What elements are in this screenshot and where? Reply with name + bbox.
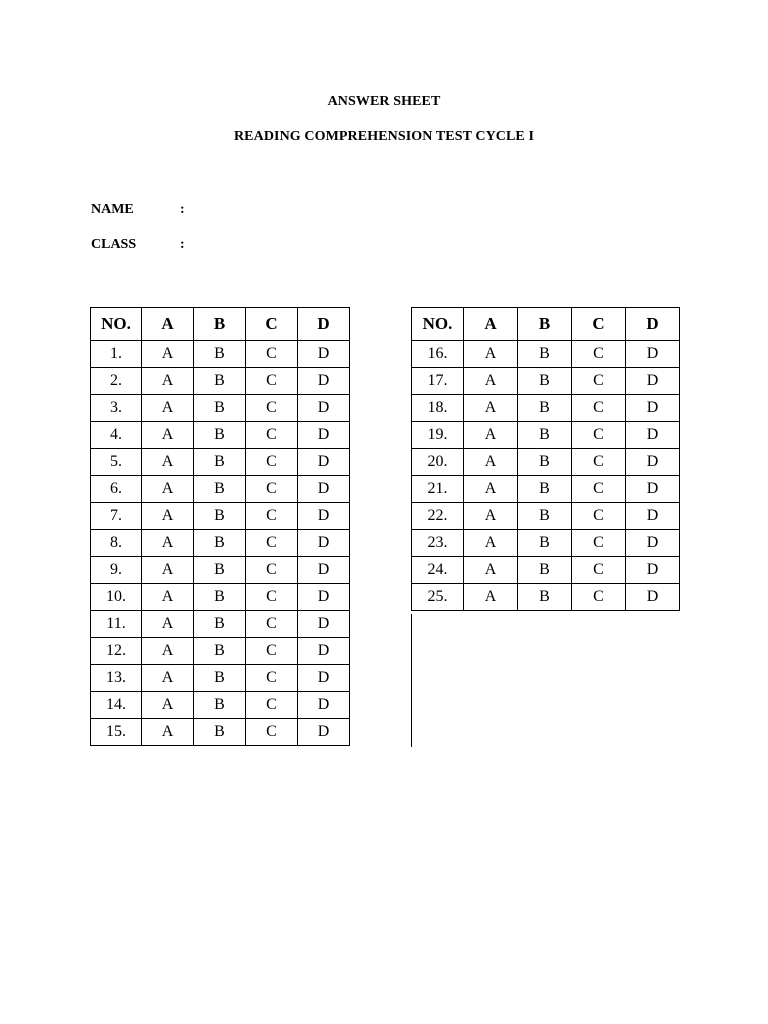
option-d[interactable]: D [298, 692, 350, 719]
option-b[interactable]: B [518, 422, 572, 449]
option-b[interactable]: B [194, 584, 246, 611]
option-a[interactable]: A [142, 476, 194, 503]
sheet-subtitle: READING COMPREHENSION TEST CYCLE I [233, 129, 535, 144]
option-c[interactable]: C [246, 449, 298, 476]
header-d: D [298, 308, 350, 341]
option-b[interactable]: B [194, 557, 246, 584]
option-c[interactable]: C [246, 341, 298, 368]
option-a[interactable]: A [464, 584, 518, 611]
question-number: 11. [91, 611, 142, 638]
option-d[interactable]: D [298, 368, 350, 395]
option-b[interactable]: B [194, 665, 246, 692]
question-number: 8. [91, 530, 142, 557]
table-divider-line [411, 614, 412, 747]
option-a[interactable]: A [142, 692, 194, 719]
table-row [412, 449, 680, 476]
question-number: 6. [91, 476, 142, 503]
option-a[interactable]: A [464, 530, 518, 557]
option-d[interactable]: D [298, 584, 350, 611]
table-row [91, 638, 350, 665]
question-number: 1. [91, 341, 142, 368]
option-b[interactable]: B [518, 530, 572, 557]
option-a[interactable]: A [464, 341, 518, 368]
option-c[interactable]: C [572, 449, 626, 476]
table-row [91, 422, 350, 449]
table-row [91, 530, 350, 557]
option-d[interactable]: D [298, 719, 350, 746]
question-number: 5. [91, 449, 142, 476]
option-c[interactable]: C [572, 422, 626, 449]
option-a[interactable]: A [464, 503, 518, 530]
table-row [91, 503, 350, 530]
option-a[interactable]: A [142, 638, 194, 665]
option-d[interactable]: D [298, 395, 350, 422]
option-b[interactable]: B [194, 530, 246, 557]
question-number: 23. [412, 530, 464, 557]
option-d[interactable]: D [298, 476, 350, 503]
option-b[interactable]: B [518, 341, 572, 368]
option-a[interactable]: A [464, 557, 518, 584]
option-b[interactable]: B [194, 422, 246, 449]
option-c[interactable]: C [246, 638, 298, 665]
question-number: 20. [412, 449, 464, 476]
table-row [91, 692, 350, 719]
option-c[interactable]: C [246, 665, 298, 692]
option-d[interactable]: D [298, 449, 350, 476]
header-c: C [572, 308, 626, 341]
option-a[interactable]: A [142, 611, 194, 638]
option-c[interactable]: C [572, 557, 626, 584]
option-d[interactable]: D [298, 503, 350, 530]
option-a[interactable]: A [464, 449, 518, 476]
question-number: 4. [91, 422, 142, 449]
table-row [91, 476, 350, 503]
option-b[interactable]: B [194, 368, 246, 395]
option-a[interactable]: A [464, 476, 518, 503]
question-number: 2. [91, 368, 142, 395]
option-a[interactable]: A [464, 395, 518, 422]
option-a[interactable]: A [464, 368, 518, 395]
option-d[interactable]: D [298, 665, 350, 692]
sheet-title: ANSWER SHEET [327, 94, 441, 109]
option-a[interactable]: A [142, 449, 194, 476]
table-row [412, 557, 680, 584]
question-number: 21. [412, 476, 464, 503]
question-number: 17. [412, 368, 464, 395]
header-c: C [246, 308, 298, 341]
name-label: NAME [91, 202, 134, 217]
option-b[interactable]: B [518, 449, 572, 476]
option-b[interactable]: B [518, 503, 572, 530]
option-d[interactable]: D [298, 557, 350, 584]
option-a[interactable]: A [142, 665, 194, 692]
option-b[interactable]: B [518, 584, 572, 611]
option-b[interactable]: B [518, 476, 572, 503]
question-number: 16. [412, 341, 464, 368]
question-number: 13. [91, 665, 142, 692]
table-row [91, 665, 350, 692]
option-c[interactable]: C [246, 530, 298, 557]
option-d[interactable]: D [626, 422, 680, 449]
table-row [91, 719, 350, 746]
question-number: 3. [91, 395, 142, 422]
option-a[interactable]: A [142, 503, 194, 530]
header-a: A [142, 308, 194, 341]
question-number: 22. [412, 503, 464, 530]
option-b[interactable]: B [194, 341, 246, 368]
table-row [412, 503, 680, 530]
option-d[interactable]: D [298, 611, 350, 638]
option-d[interactable]: D [626, 530, 680, 557]
option-c[interactable]: C [572, 341, 626, 368]
answer-table-right [411, 307, 680, 611]
table-header-row [91, 308, 350, 341]
option-d[interactable]: D [298, 638, 350, 665]
option-a[interactable]: A [142, 530, 194, 557]
table-header-row [412, 308, 680, 341]
option-d[interactable]: D [626, 449, 680, 476]
table-row [412, 530, 680, 557]
header-b: B [518, 308, 572, 341]
option-c[interactable]: C [246, 584, 298, 611]
option-d[interactable]: D [626, 476, 680, 503]
option-a[interactable]: A [142, 557, 194, 584]
option-a[interactable]: A [142, 584, 194, 611]
option-b[interactable]: B [194, 611, 246, 638]
option-c[interactable]: C [246, 719, 298, 746]
option-b[interactable]: B [194, 719, 246, 746]
table-row [412, 395, 680, 422]
question-number: 9. [91, 557, 142, 584]
option-a[interactable]: A [142, 395, 194, 422]
header-no: NO. [91, 308, 142, 341]
option-b[interactable]: B [194, 638, 246, 665]
option-a[interactable]: A [142, 719, 194, 746]
answer-rows-left [91, 341, 350, 746]
table-row [91, 341, 350, 368]
answer-table-left [90, 307, 350, 746]
question-number: 10. [91, 584, 142, 611]
option-b[interactable]: B [194, 395, 246, 422]
question-number: 15. [91, 719, 142, 746]
option-d[interactable]: D [298, 530, 350, 557]
option-b[interactable]: B [194, 449, 246, 476]
option-a[interactable]: A [142, 368, 194, 395]
answer-rows-right [412, 341, 680, 611]
option-c[interactable]: C [246, 395, 298, 422]
table-row [91, 611, 350, 638]
option-b[interactable]: B [194, 503, 246, 530]
option-d[interactable]: D [626, 503, 680, 530]
table-row [412, 341, 680, 368]
table-row [412, 584, 680, 611]
option-d[interactable]: D [298, 422, 350, 449]
name-separator: : [180, 202, 185, 217]
option-b[interactable]: B [194, 476, 246, 503]
header-a: A [464, 308, 518, 341]
option-c[interactable]: C [572, 368, 626, 395]
option-b[interactable]: B [194, 692, 246, 719]
question-number: 24. [412, 557, 464, 584]
option-c[interactable]: C [572, 530, 626, 557]
option-c[interactable]: C [572, 503, 626, 530]
header-b: B [194, 308, 246, 341]
option-b[interactable]: B [518, 557, 572, 584]
option-a[interactable]: A [142, 341, 194, 368]
option-c[interactable]: C [572, 395, 626, 422]
option-b[interactable]: B [518, 368, 572, 395]
table-row [412, 476, 680, 503]
question-number: 14. [91, 692, 142, 719]
table-row [412, 368, 680, 395]
option-b[interactable]: B [518, 395, 572, 422]
question-number: 18. [412, 395, 464, 422]
option-a[interactable]: A [142, 422, 194, 449]
option-c[interactable]: C [246, 503, 298, 530]
option-d[interactable]: D [626, 341, 680, 368]
option-c[interactable]: C [246, 557, 298, 584]
option-d[interactable]: D [626, 368, 680, 395]
table-row [91, 449, 350, 476]
table-row [91, 368, 350, 395]
class-label: CLASS [91, 237, 137, 252]
table-row [91, 395, 350, 422]
question-number: 19. [412, 422, 464, 449]
option-d[interactable]: D [626, 557, 680, 584]
option-a[interactable]: A [464, 422, 518, 449]
class-separator: : [180, 237, 185, 252]
table-row [412, 422, 680, 449]
option-c[interactable]: C [246, 692, 298, 719]
question-number: 25. [412, 584, 464, 611]
table-row [91, 584, 350, 611]
header-d: D [626, 308, 680, 341]
option-c[interactable]: C [246, 422, 298, 449]
option-d[interactable]: D [626, 395, 680, 422]
option-c[interactable]: C [572, 476, 626, 503]
header-no: NO. [412, 308, 464, 341]
option-d[interactable]: D [298, 341, 350, 368]
option-c[interactable]: C [572, 584, 626, 611]
option-d[interactable]: D [626, 584, 680, 611]
question-number: 12. [91, 638, 142, 665]
question-number: 7. [91, 503, 142, 530]
option-c[interactable]: C [246, 611, 298, 638]
option-c[interactable]: C [246, 368, 298, 395]
option-c[interactable]: C [246, 476, 298, 503]
table-row [91, 557, 350, 584]
